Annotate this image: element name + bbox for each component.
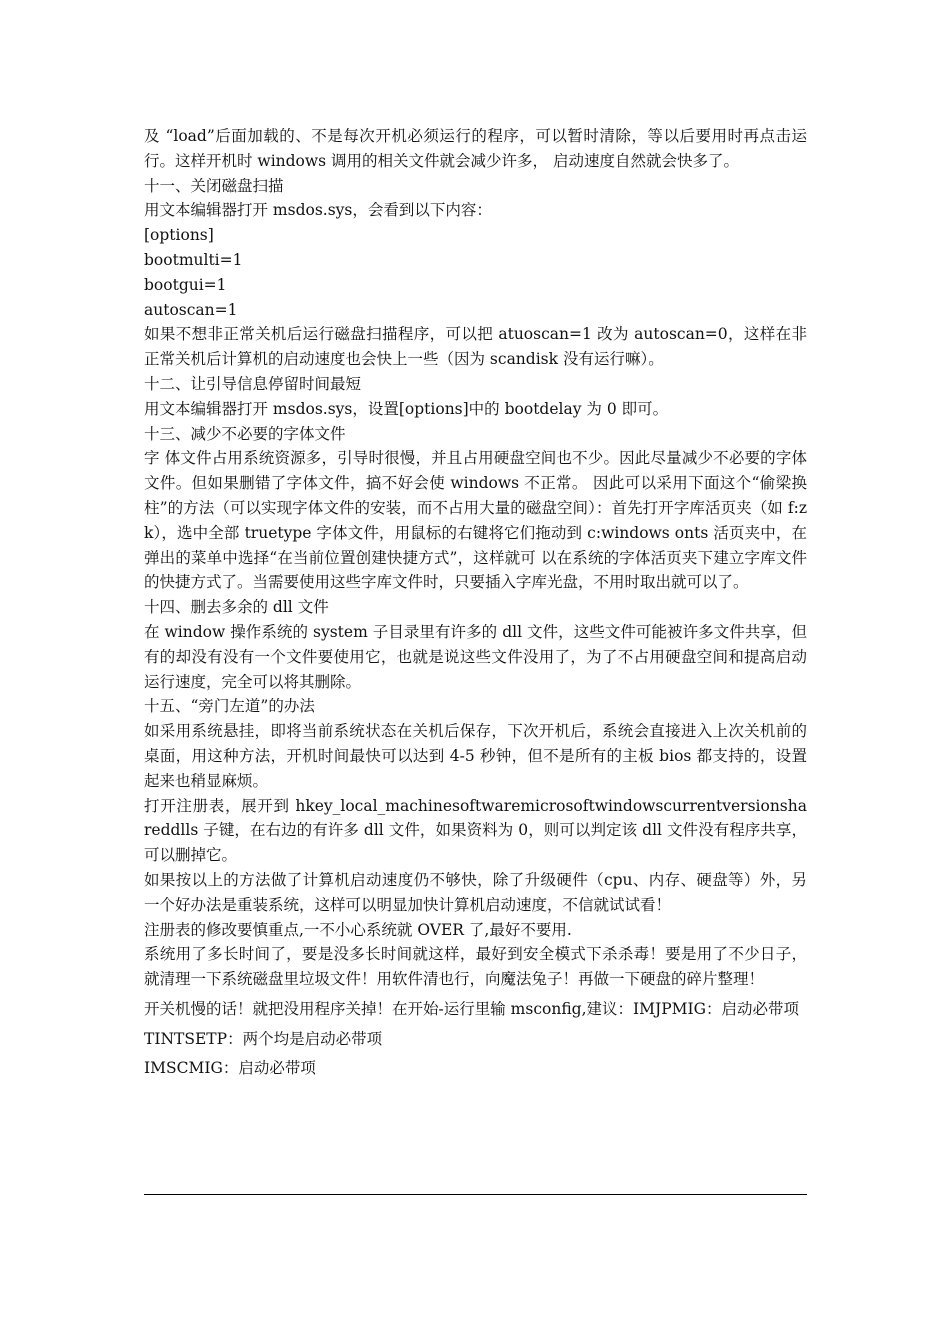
paragraph-registry-shareddlls: 打开注册表，展开到 hkey_local_machinesoftwaremicrosoftwindowscurrentversionshareddlls 子键，在右边的有许多 dll 文件，如果资料为 0，则可以判定该 dll 文件没有程序共享，可以删掉它。 xyxy=(144,796,807,865)
heading-section-15: 十五、“旁门左道”的办法 xyxy=(144,697,315,716)
list-item-imscmig: IMSCMIG：启动必带项 xyxy=(144,1059,316,1078)
code-line-autoscan: autoscan=1 xyxy=(144,300,238,319)
heading-section-12: 十二、让引导信息停留时间最短 xyxy=(144,374,362,393)
paragraph-font-files: 字 体文件占用系统资源多，引导时很慢，并且占用硬盘空间也不少。因此尽量减少不必要的字体文件。但如果删错了字体文件，搞不好会使 windows 不正常。 因此可以采用下面这个“偷梁换柱”的方法（可以实现字体文件的安装，而不占用大量的磁盘空间）：首先打开字库活页夹（如 f:zk），选中全部 truetype 字体文件，用鼠标的右键将它们拖动到 c:windows onts 活页夹中，在弹出的菜单中选择“在当前位置创建快捷方式”，这样就可 以在系统的字体活页夹下建立字库文件的快捷方式了。当需要使用这些字库文件时，只要插入字库光盘，不用时取出就可以了。 xyxy=(144,449,807,592)
paragraph-autoscan-explanation: 如果不想非正常关机后运行磁盘扫描程序，可以把 atuoscan=1 改为 autoscan=0，这样在非正常关机后计算机的启动速度也会快上一些（因为 scandisk 没有运行嘛）。 xyxy=(144,325,807,369)
code-line-bootgui: bootgui=1 xyxy=(144,275,227,294)
paragraph-dll-files: 在 window 操作系统的 system 子目录里有许多的 dll 文件，这些文件可能被许多文件共享，但有的却没有没有一个文件要使用它，也就是说这些文件没用了，为了不占用硬盘空间和提高启动运行速度，完全可以将其删除。 xyxy=(144,622,807,691)
document-body xyxy=(144,124,807,1081)
heading-section-14: 十四、删去多余的 dll 文件 xyxy=(144,598,329,617)
paragraph-safe-mode-advice: 系统用了多长时间了，要是没多长时间就这样，最好到安全模式下杀杀毒！要是用了不少日子，就清理一下系统磁盘里垃圾文件！用软件清也行，向魔法兔子！再做一下硬盘的碎片整理！ xyxy=(144,945,807,989)
paragraph-intro-continued: 及 “load”后面加载的、不是每次开机必须运行的程序，可以暂时清除，等以后要用时再点击运行。这样开机时 windows 调用的相关文件就会减少许多， 启动速度自然就会快多了。 xyxy=(144,127,807,170)
paragraph-bootdelay: 用文本编辑器打开 msdos.sys，设置[options]中的 bootdelay 为 0 即可。 xyxy=(144,399,669,418)
paragraph-msconfig-advice: 开关机慢的话！就把没用程序关掉！在开始-运行里输 msconfig,建议：IMJPMIG：启动必带项 xyxy=(144,999,800,1018)
code-line-options: [options] xyxy=(144,226,214,245)
paragraph-registry-warning: 注册表的修改要慎重点,一不小心系统就 OVER 了,最好不要用. xyxy=(144,920,572,939)
list-item-tintsetp: TINTSETP：两个均是启动必带项 xyxy=(144,1029,383,1048)
heading-section-11: 十一、关闭磁盘扫描 xyxy=(144,176,284,195)
paragraph-open-msdos: 用文本编辑器打开 msdos.sys，会看到以下内容： xyxy=(144,201,492,220)
paragraph-system-suspend: 如采用系统悬挂，即将当前系统状态在关机后保存，下次开机后，系统会直接进入上次关机前的桌面，用这种方法，开机时间最快可以达到 4-5 秒钟，但不是所有的主板 bios 都支持的，设置起来也稍显麻烦。 xyxy=(144,722,807,790)
code-line-bootmulti: bootmulti=1 xyxy=(144,250,243,269)
heading-section-13: 十三、减少不必要的字体文件 xyxy=(144,424,346,443)
paragraph-reinstall-system: 如果按以上的方法做了计算机启动速度仍不够快，除了升级硬件（cpu、内存、硬盘等）外，另一个好办法是重装系统，这样可以明显加快计算机启动速度，不信就试试看！ xyxy=(144,870,807,914)
footer-divider xyxy=(144,1194,807,1195)
